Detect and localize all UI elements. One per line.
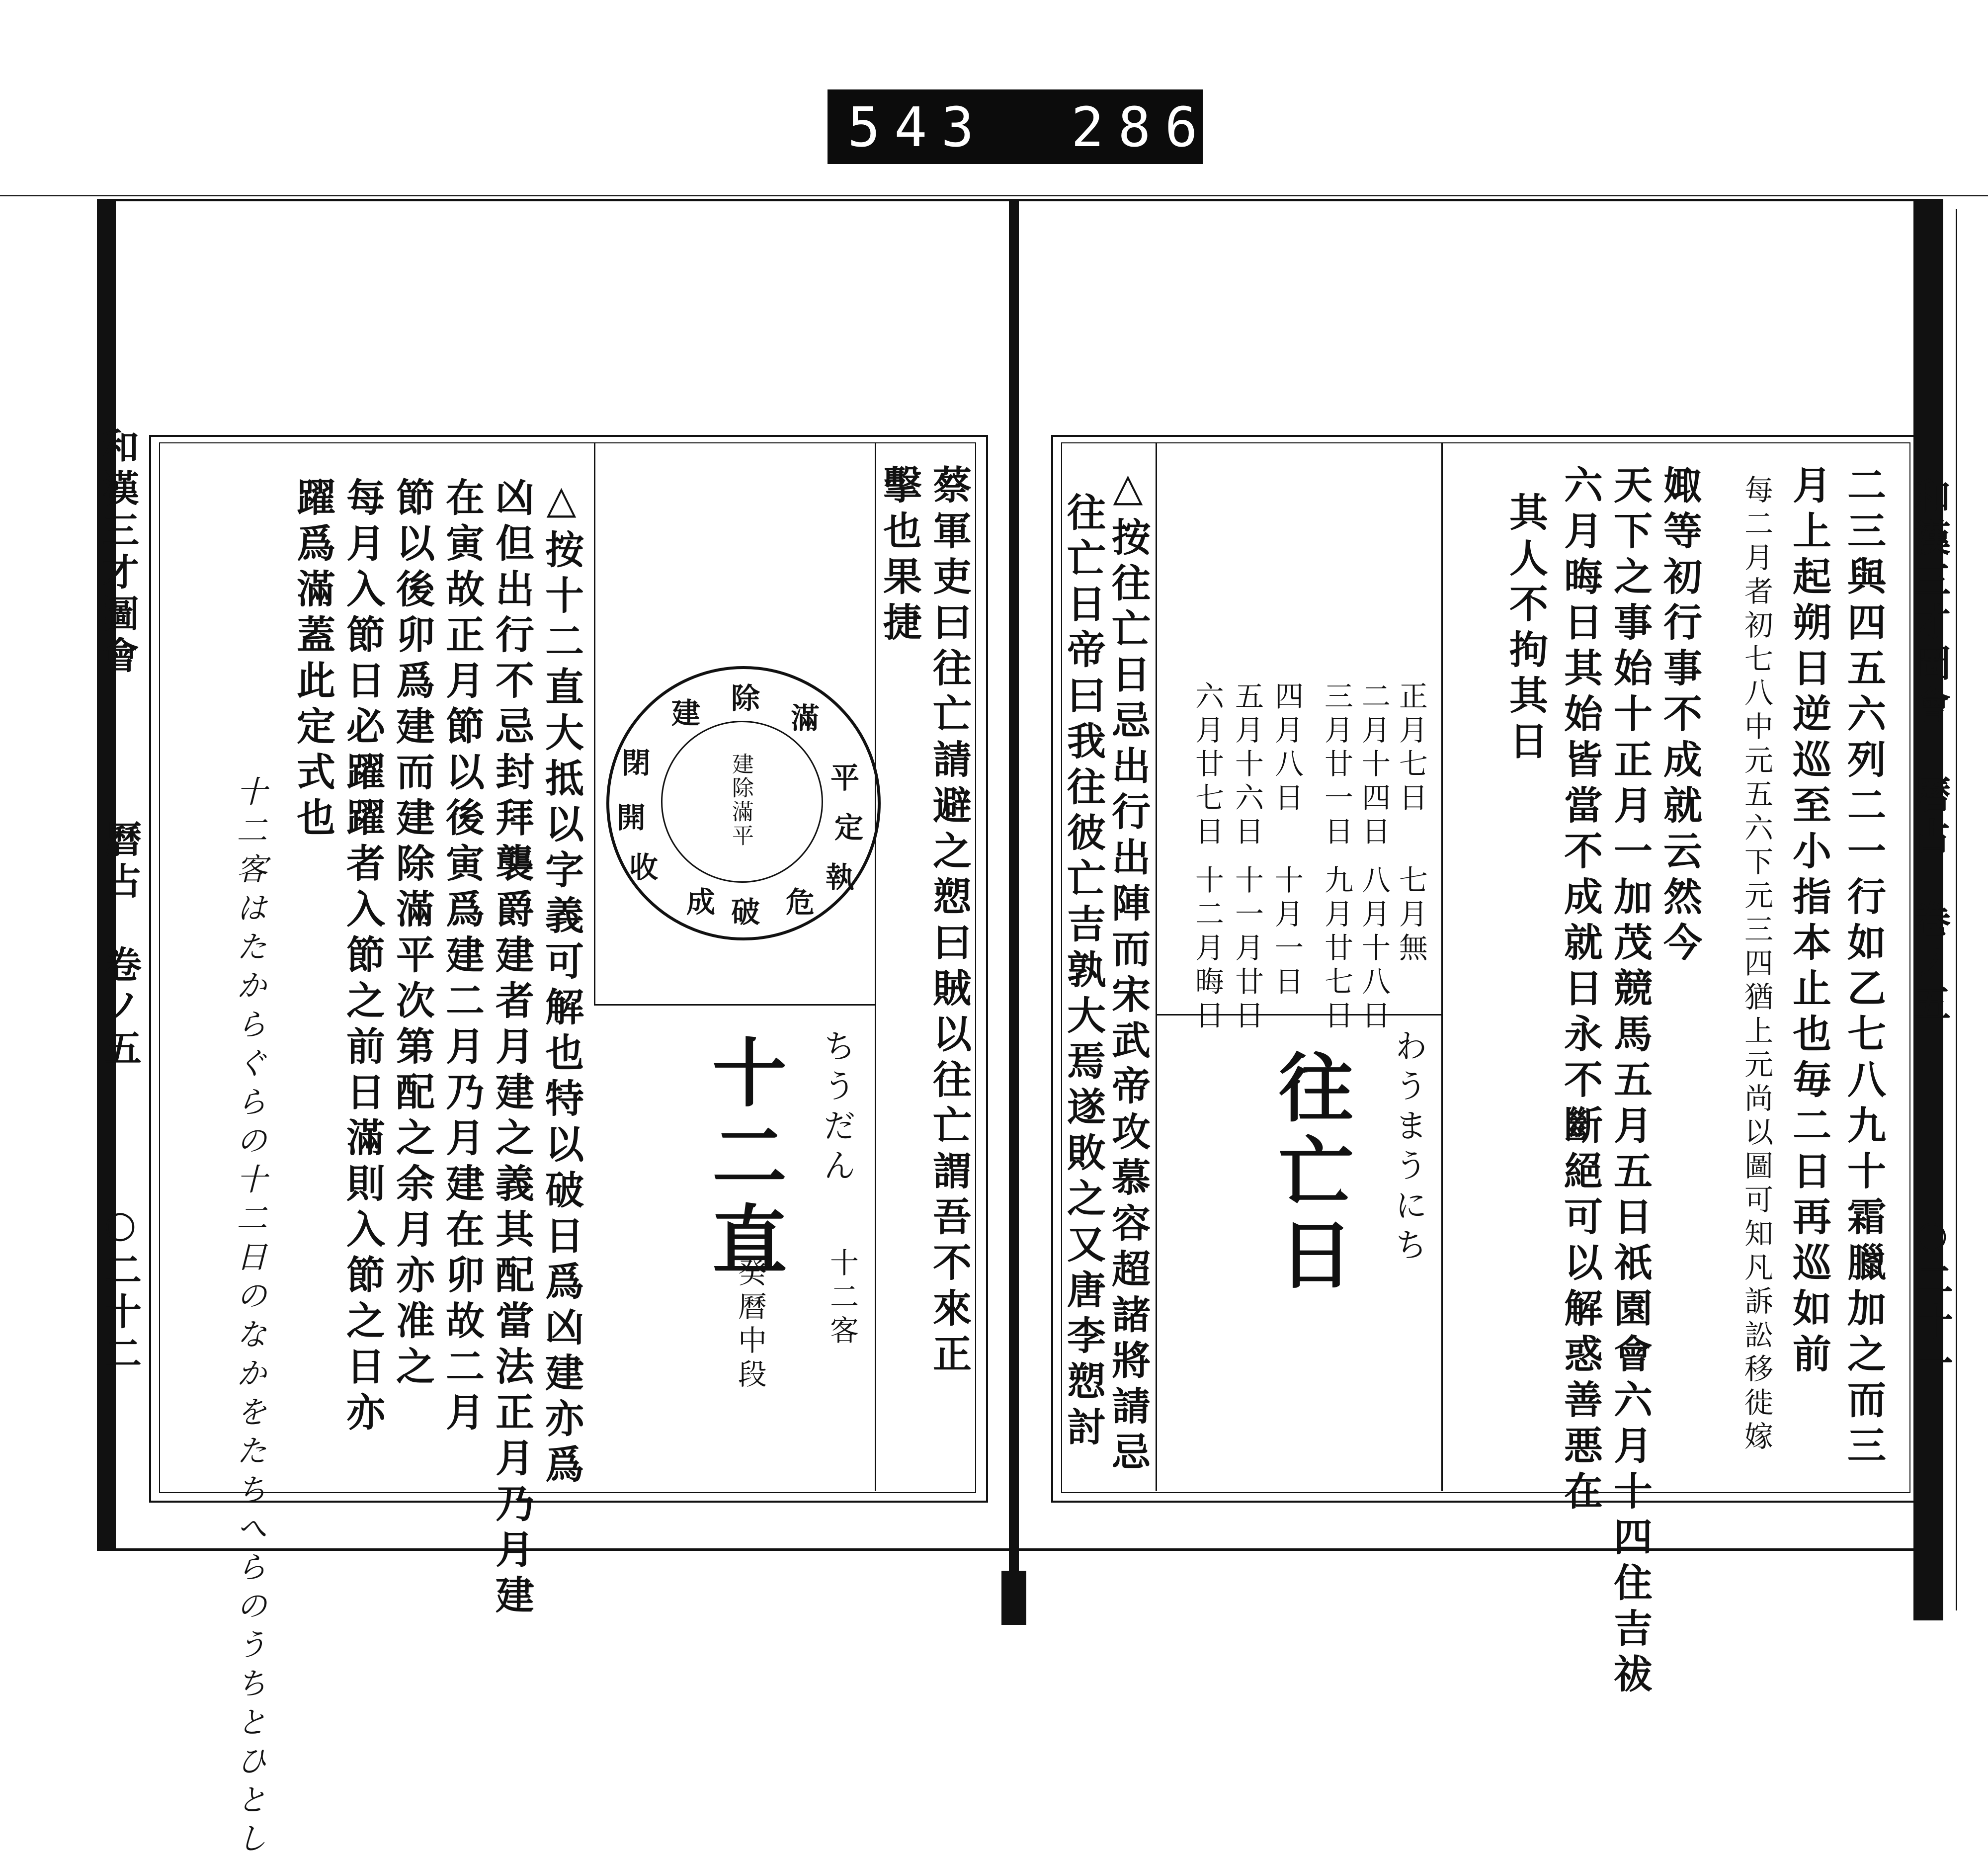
table-box-left: [1156, 442, 1157, 1491]
left-note-column-4: 節以後卯爲建而建除滿平次第配之余月亦准之: [390, 477, 435, 1392]
heading-kana-oumounichi: わうまうにち: [1389, 1029, 1427, 1268]
left-note-column-1: △按十二直大抵以字義可解也特以破日爲凶建亦爲: [539, 477, 584, 1490]
book-gutter-foot: [1001, 1571, 1026, 1625]
table-cell: 二月十四日: [1357, 681, 1391, 850]
left-top-column-2: 擊也果捷: [877, 465, 922, 648]
ring-char: 除: [731, 681, 760, 715]
sub-title-twelve-kyaku: 十二客: [825, 1248, 859, 1349]
margin-page-number: ○二十二: [99, 1203, 142, 1376]
right-main-column-5: 天下之事始十正月一加茂競馬五月五日祇園會六月十四住吉祓: [1607, 465, 1653, 1699]
center-char: 平: [728, 824, 753, 848]
diagram-box-right: [875, 442, 876, 1491]
heading-kana-chiudan: ちうだん: [818, 1029, 856, 1188]
ring-char: 破: [731, 895, 760, 929]
table-cell: 六月廿七日: [1190, 681, 1224, 850]
table-cell: 正月七日: [1394, 681, 1428, 816]
right-note-column-1: △按往亡日忌出行出陣而宋武帝攻慕容超諸將請忌: [1105, 465, 1151, 1477]
margin-section: 曆占: [99, 820, 142, 904]
center-char: 建: [728, 753, 753, 776]
margin-page-number: ○二十一: [1910, 1213, 1953, 1386]
book-gutter: [1009, 199, 1019, 1620]
ring-char: 執: [825, 860, 855, 894]
right-main-column-3: 每二月者初七八中元五六下元三四猶上元尚以圖可知凡訴訟移徙嫁: [1740, 475, 1773, 1455]
ring-char: 滿: [790, 701, 820, 735]
circle-center-script: [725, 753, 756, 848]
table-cell: 三月廿一日: [1320, 681, 1353, 850]
sub-reference: 癸曆中段: [733, 1258, 767, 1393]
heading-twelve-chokus: 十二直: [699, 1034, 787, 1284]
right-note-column-2: 往亡日帝曰我往彼亡吉孰大焉遂敗之又唐李愬討: [1061, 492, 1106, 1452]
table-box-right: [1441, 442, 1443, 1491]
right-main-column-4: 娵等初行事不成就云然今: [1657, 465, 1702, 968]
ring-char: 成: [686, 885, 716, 919]
margin-section: 曆占: [1908, 775, 1951, 859]
table-cell: 八月十八日: [1357, 865, 1391, 1034]
right-margin-title: [1908, 477, 1951, 825]
scan-line: [0, 195, 1988, 196]
table-cell: 四月八日: [1270, 681, 1304, 816]
right-margin-page: [1910, 1213, 1953, 1386]
left-margin-page: [99, 1203, 142, 1376]
film-number-right: 286.: [1071, 95, 1258, 159]
ring-char: 建: [671, 696, 701, 730]
left-note-column-2: 凶但出行不忌封拜襲爵建者月建之義其配當法正月乃月建: [489, 477, 534, 1620]
ring-char: 平: [830, 761, 860, 795]
table-cell: 十二月晦日: [1190, 865, 1224, 1034]
film-number-left: 543: [847, 95, 988, 159]
right-main-column-1: 二三與四五六列二一行如乙七八九十霜臘加之而三: [1841, 465, 1886, 1471]
right-margin-section: [1908, 775, 1951, 1123]
ring-char: 開: [616, 801, 646, 835]
ring-char: 閉: [621, 746, 651, 780]
table-cell: 十月一日: [1270, 865, 1304, 1000]
heading-oumounichi: 往亡日: [1266, 1049, 1353, 1299]
right-page-inner-frame: [1061, 442, 1910, 1493]
margin-title: 和漢三才圖會: [96, 427, 139, 678]
left-note-column-5: 每月入節日必躍躍者入節之前日滿則入節之日亦: [340, 477, 385, 1438]
right-main-column-6: 六月晦日其始皆當不成就日永不斷絕可以解惑善悪在: [1558, 465, 1603, 1517]
diagram-box-bottom: [594, 1004, 875, 1006]
left-note-column-6: 躍爲滿蓋此定式也: [290, 477, 335, 843]
left-margin-section: [99, 820, 142, 1168]
margin-volume: 卷ノ五: [99, 945, 142, 1071]
left-top-column-1: 蔡軍吏曰往亡請避之愬曰賊以往亡謂吾不來正: [926, 465, 972, 1379]
diagram-box-left: [594, 442, 595, 1004]
table-cell: 十一月廿日: [1230, 865, 1264, 1034]
ring-char: 收: [629, 850, 659, 884]
ring-char: 定: [834, 811, 864, 845]
film-label: [828, 89, 1258, 164]
center-char: 除: [728, 776, 753, 800]
handwritten-note: 十二客はたからぐらの十二日のなかをたちへらのうちとひとし: [231, 775, 267, 1861]
ring-char: 危: [785, 885, 815, 919]
margin-volume: 卷ノ五: [1908, 901, 1951, 1026]
right-main-column-2: 月上起朔日逆巡至小指本止也毎二日再巡如前: [1786, 465, 1831, 1379]
margin-title: 和漢三才圖會: [1908, 477, 1951, 728]
right-main-column-7: 其人不拘其日: [1503, 492, 1548, 766]
left-note-column-3: 在寅故正月節以後寅爲建二月乃月建在卯故二月: [439, 477, 485, 1438]
book-edge-right-page: [1956, 209, 1980, 1610]
center-char: 滿: [728, 800, 753, 824]
table-cell: 七月無: [1394, 865, 1428, 966]
table-cell: 五月十六日: [1230, 681, 1264, 850]
table-cell: 九月廿七日: [1320, 865, 1353, 1034]
